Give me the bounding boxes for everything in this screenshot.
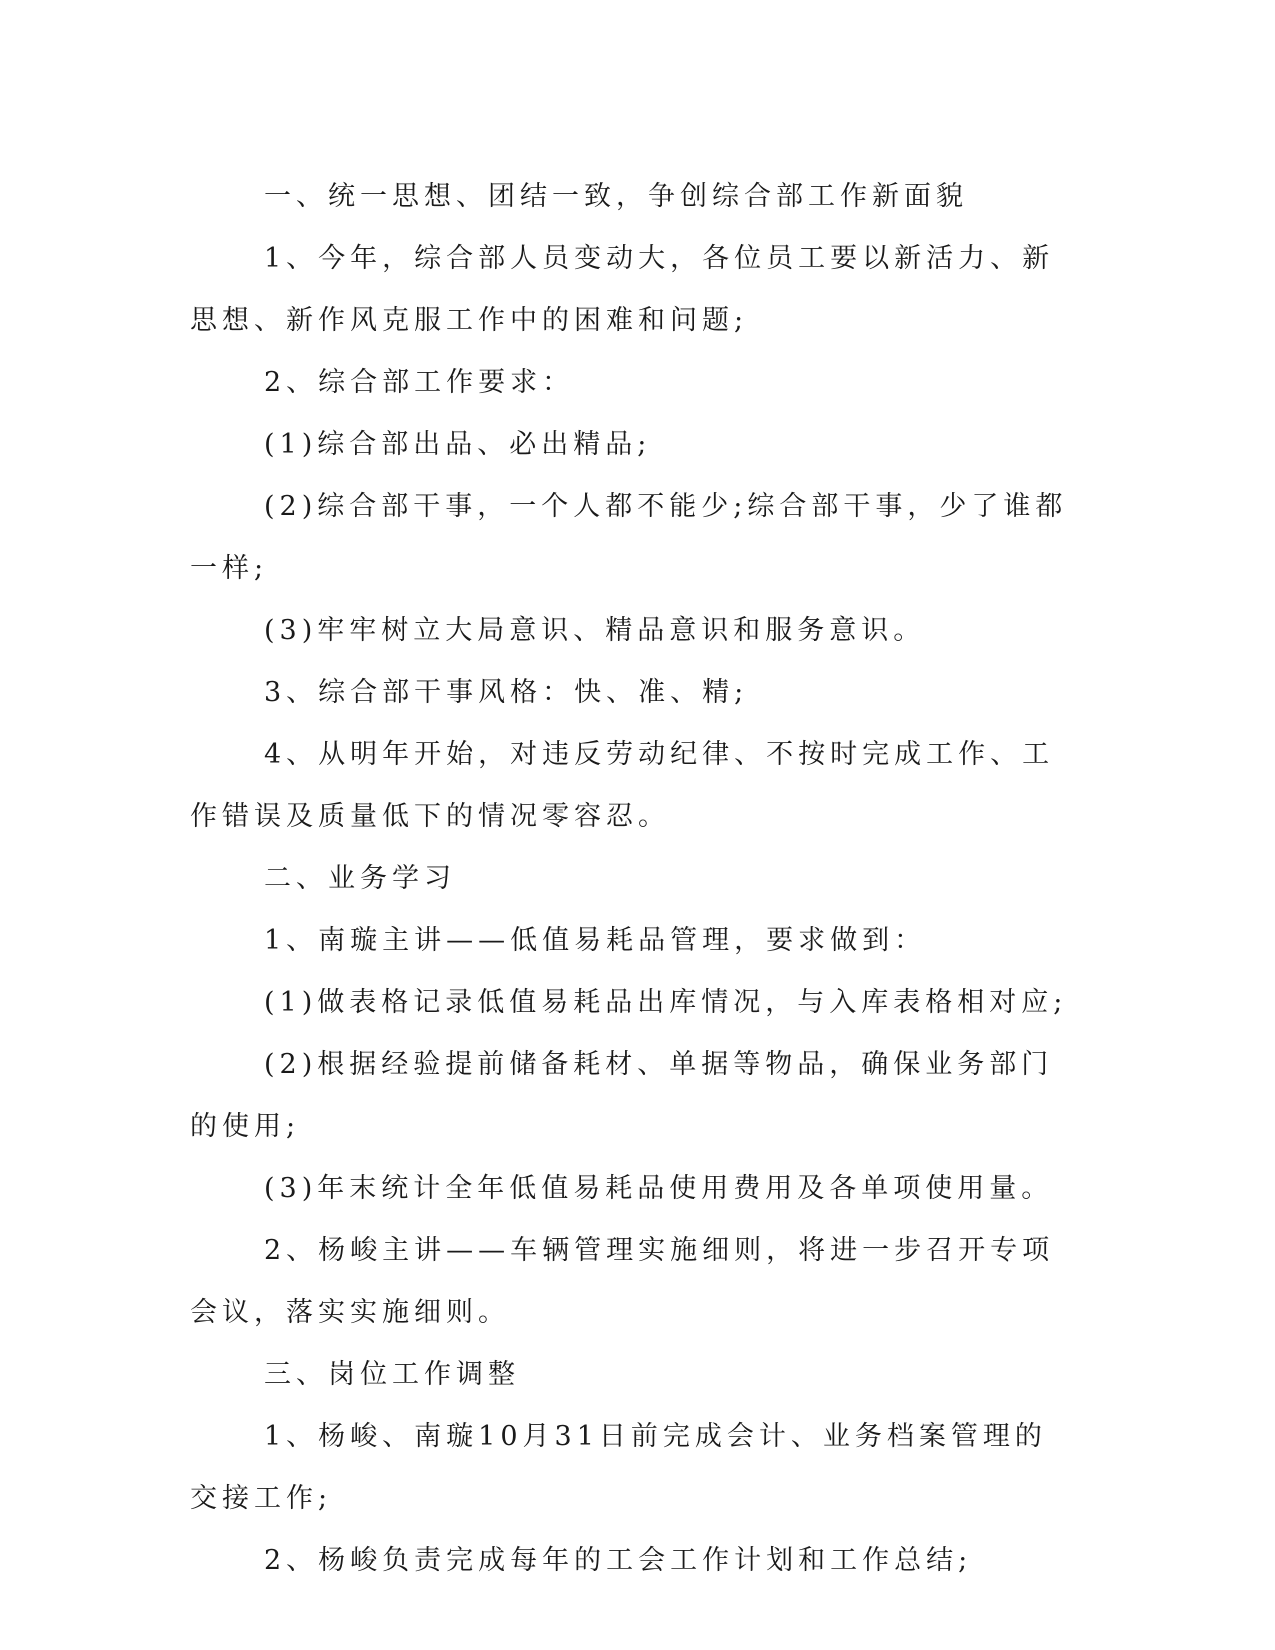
paragraph: (1)做表格记录低值易耗品出库情况，与入库表格相对应; xyxy=(264,987,1068,1018)
document-body xyxy=(190,166,1070,1592)
section-heading-1: 一、统一思想、团结一致，争创综合部工作新面貌 xyxy=(264,181,968,212)
paragraph: (3)年末统计全年低值易耗品使用费用及各单项使用量。 xyxy=(264,1173,1054,1204)
section-heading-2: 二、业务学习 xyxy=(264,863,456,894)
paragraph: 2、综合部工作要求： xyxy=(264,367,575,398)
paragraph: (3)牢牢树立大局意识、精品意识和服务意识。 xyxy=(264,615,926,646)
section-heading-3: 三、岗位工作调整 xyxy=(264,1359,520,1390)
paragraph: 1、南璇主讲——低值易耗品管理，要求做到： xyxy=(264,925,927,956)
paragraph: 3、综合部干事风格：快、准、精; xyxy=(264,677,749,708)
paragraph: 1、杨峻、南璇10月31日前完成会计、业务档案管理的交接工作; xyxy=(190,1421,1047,1514)
paragraph: 1、今年，综合部人员变动大，各位员工要以新活力、新思想、新作风克服工作中的困难和问题; xyxy=(190,243,1055,336)
paragraph: 4、从明年开始，对违反劳动纪律、不按时完成工作、工作错误及质量低下的情况零容忍。 xyxy=(190,739,1055,832)
paragraph: 2、杨峻主讲——车辆管理实施细则，将进一步召开专项会议，落实实施细则。 xyxy=(190,1235,1055,1328)
paragraph: (1)综合部出品、必出精品; xyxy=(264,429,652,460)
paragraph: (2)根据经验提前储备耗材、单据等物品，确保业务部门的使用; xyxy=(190,1049,1054,1142)
paragraph: (2)综合部干事，一个人都不能少;综合部干事，少了谁都一样; xyxy=(190,491,1068,584)
paragraph: 2、杨峻负责完成每年的工会工作计划和工作总结; xyxy=(264,1545,973,1576)
